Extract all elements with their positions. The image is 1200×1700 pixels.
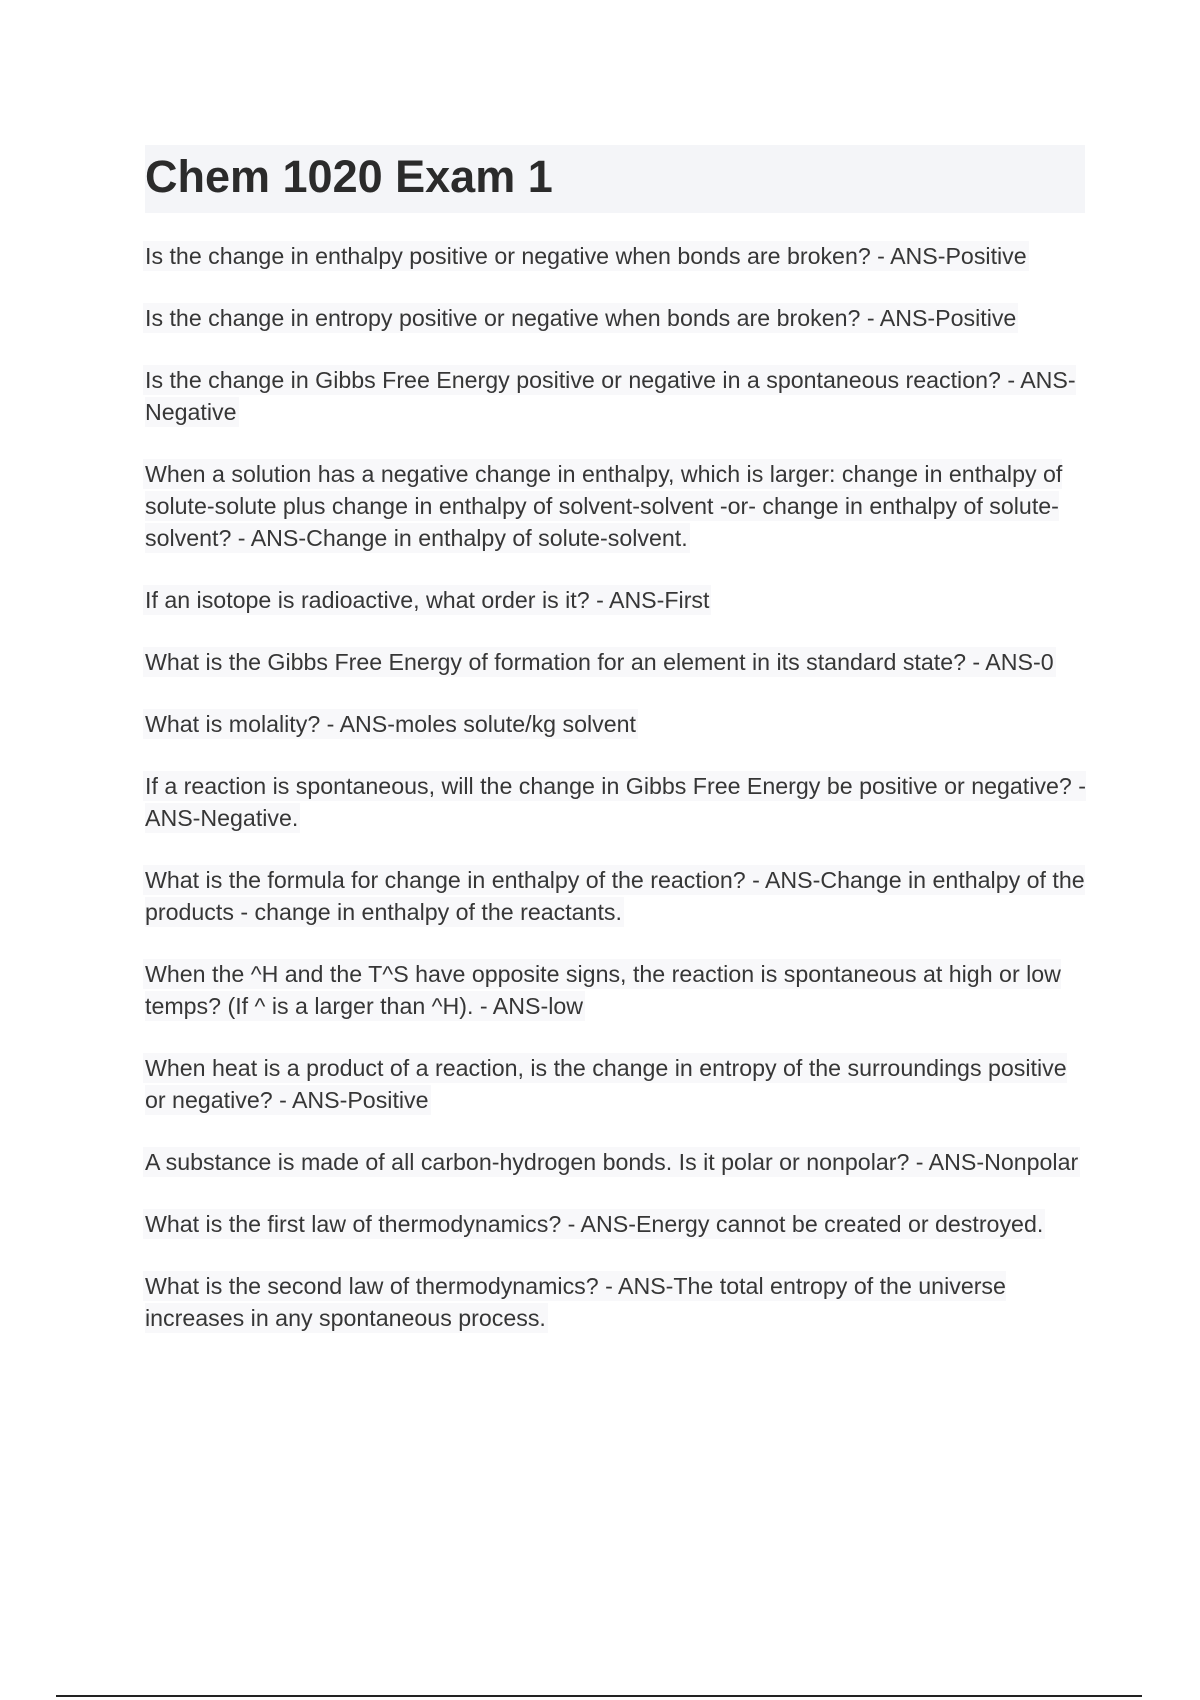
qa-item: What is the second law of thermodynamics? - ANS-The total entropy of the universe increases in any spontaneous process. [145, 1273, 1006, 1331]
qa-item: When heat is a product of a reaction, is the change in entropy of the surroundings positive or negative? - ANS-Positive [145, 1055, 1067, 1113]
footer-divider [56, 1695, 1142, 1697]
qa-item: What is molality? - ANS-moles solute/kg solvent [145, 711, 636, 737]
qa-list [145, 240, 1090, 1364]
qa-item: If a reaction is spontaneous, will the change in Gibbs Free Energy be positive or negative? - ANS-Negative. [145, 773, 1086, 831]
title-banner [145, 145, 1085, 213]
page-title: Chem 1020 Exam 1 [145, 151, 553, 202]
qa-item: When the ^H and the T^S have opposite signs, the reaction is spontaneous at high or low temps? (If ^ is a larger than ^H). - ANS-low [145, 961, 1061, 1019]
qa-item: Is the change in Gibbs Free Energy positive or negative in a spontaneous reaction? - ANS-Negative [145, 367, 1076, 425]
qa-item: When a solution has a negative change in enthalpy, which is larger: change in enthalpy of solute-solute plus change in enthalpy of solvent-solvent -or- change in enthalpy of solute-solvent? - ANS-Change in enthalpy of solute-solvent. [145, 461, 1063, 551]
qa-item: A substance is made of all carbon-hydrogen bonds. Is it polar or nonpolar? - ANS-Nonpolar [145, 1149, 1079, 1175]
qa-item: What is the Gibbs Free Energy of formation for an element in its standard state? - ANS-0 [145, 649, 1054, 675]
qa-item: What is the formula for change in enthalpy of the reaction? - ANS-Change in enthalpy of the products - change in enthalpy of the reactants. [145, 867, 1085, 925]
qa-item: What is the first law of thermodynamics? - ANS-Energy cannot be created or destroyed. [145, 1211, 1044, 1237]
qa-item: Is the change in enthalpy positive or negative when bonds are broken? - ANS-Positive [145, 243, 1027, 269]
qa-item: If an isotope is radioactive, what order is it? - ANS-First [145, 587, 710, 613]
qa-item: Is the change in entropy positive or negative when bonds are broken? - ANS-Positive [145, 305, 1017, 331]
